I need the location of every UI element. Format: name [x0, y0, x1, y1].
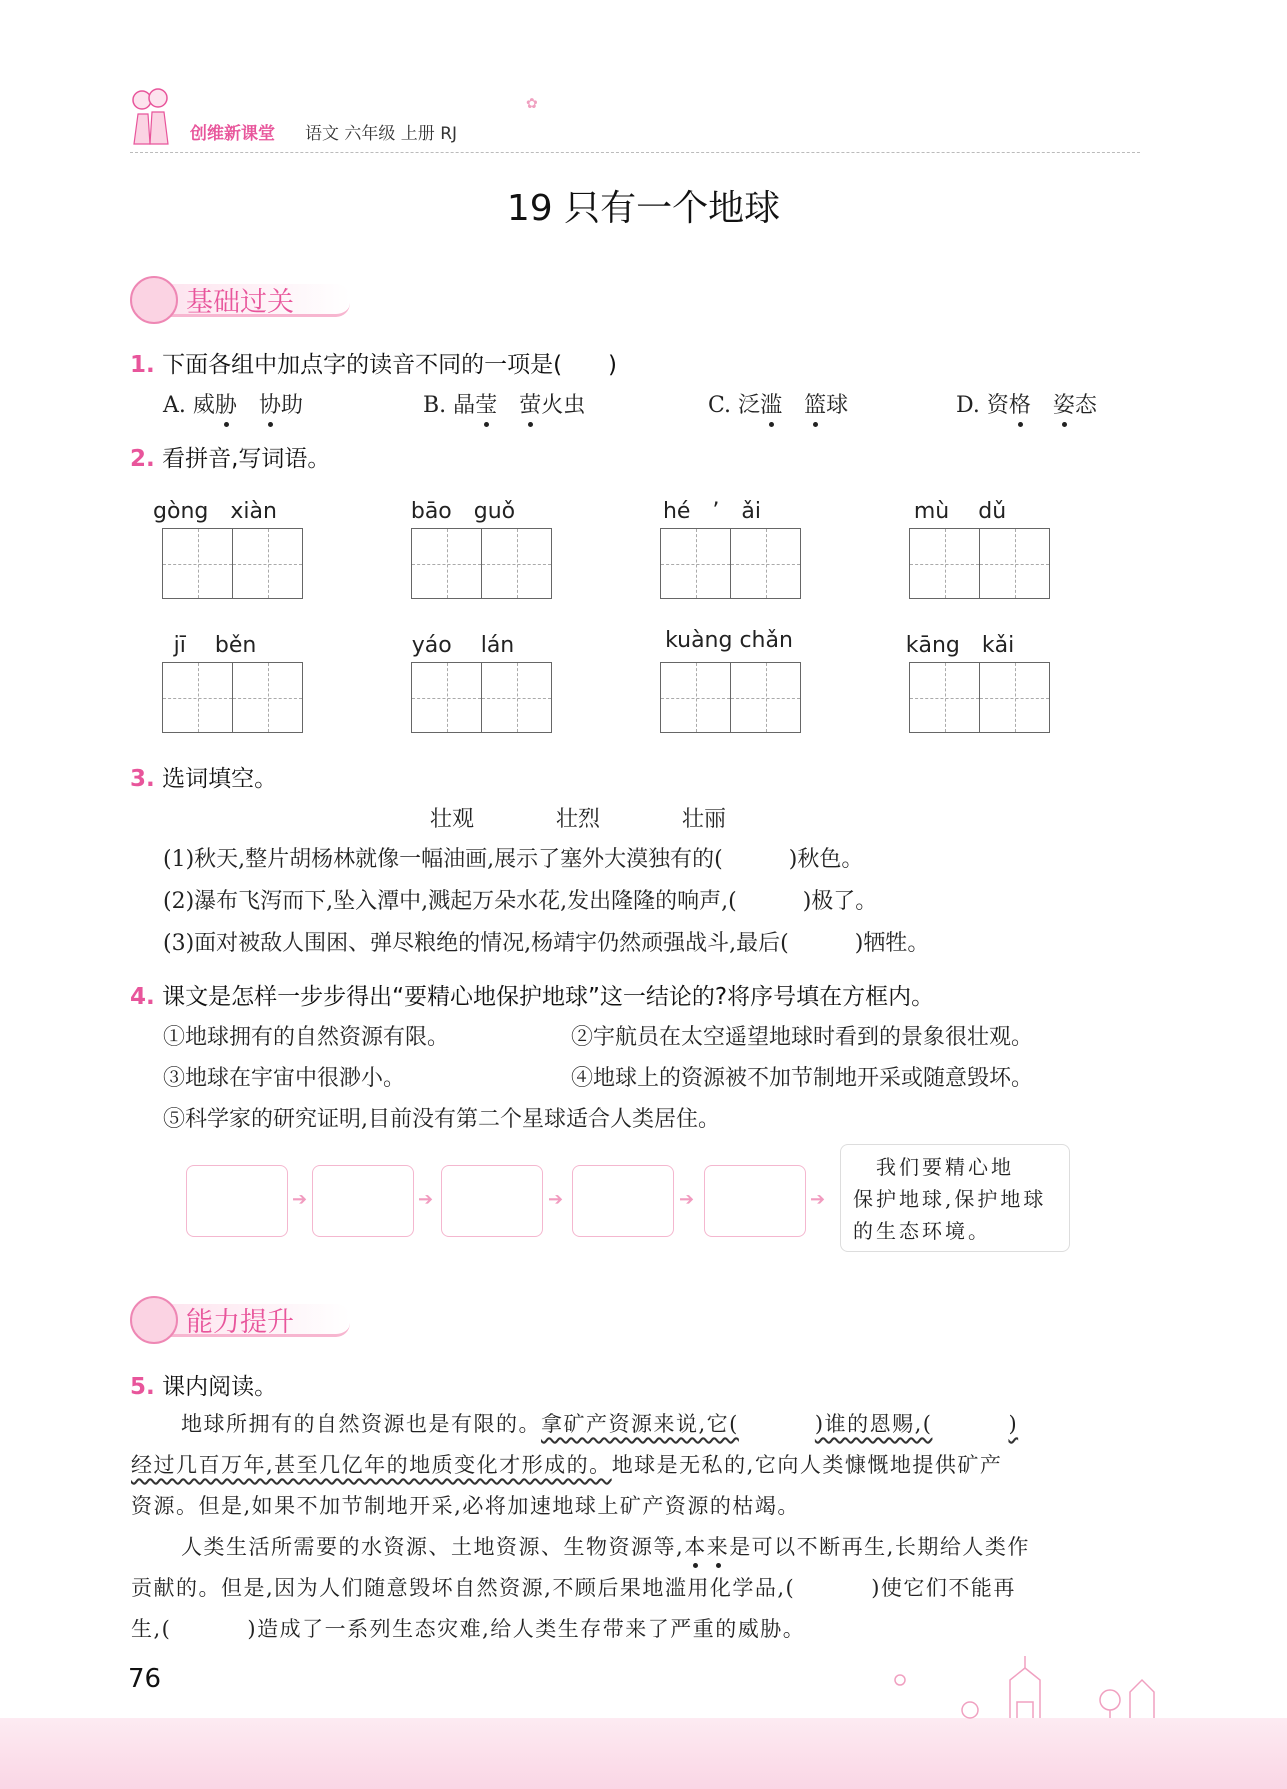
fill-sentence-2[interactable]: (2)瀑布飞泻而下,坠入潭中,溅起万朵水花,发出隆隆的响声,( )极了。 — [163, 889, 878, 914]
question-1 — [130, 346, 617, 379]
globe-icon — [130, 276, 178, 324]
conclusion-line: 我们要精心地 — [853, 1155, 1014, 1179]
passage-line: 地球所拥有的自然资源也是有限的。拿矿产资源来说,它( )谁的恩赐,( ) — [181, 1412, 1019, 1436]
arrow-right-icon: ➔ — [418, 1189, 434, 1210]
arrow-right-icon: ➔ — [679, 1189, 695, 1210]
writing-cell[interactable] — [233, 528, 303, 599]
writing-grid[interactable] — [660, 528, 802, 599]
section-banner-basic — [130, 274, 350, 322]
question-prompt: 课文是怎样一步步得出“要精心地保护地球”这一结论的?将序号填在方框内。 — [162, 984, 935, 1010]
writing-grid[interactable] — [162, 662, 304, 733]
writing-grid[interactable] — [909, 662, 1051, 733]
writing-cell[interactable] — [731, 662, 801, 733]
pinyin-label: kāng kǎi — [905, 633, 1015, 658]
conclusion-line: 的生态环境。 — [853, 1219, 991, 1243]
passage-line: 资源。但是,如果不加节制地开采,必将加速地球上矿产资源的枯竭。 — [131, 1494, 800, 1518]
subject-info: 语文 六年级 上册 RJ — [305, 124, 458, 144]
brand-name: 创维新课堂 — [190, 124, 275, 144]
word-choice: 壮烈 — [556, 807, 601, 832]
sequence-box-5[interactable] — [704, 1165, 806, 1237]
statement-5: ⑤科学家的研究证明,目前没有第二个星球适合人类居住。 — [163, 1107, 720, 1132]
word-choice: 壮丽 — [682, 807, 727, 832]
sparkle-icon: ✿ — [526, 96, 538, 112]
question-number: 2. — [130, 446, 155, 472]
writing-cell[interactable] — [660, 662, 731, 733]
arrow-right-icon: ➔ — [548, 1189, 564, 1210]
castle-doodle-icon — [880, 1650, 1170, 1720]
passage-line: 人类生活所需要的水资源、土地资源、生物资源等,本来是可以不断再生,长期给人类作 — [181, 1535, 1030, 1559]
writing-cell[interactable] — [482, 528, 552, 599]
question-4 — [130, 978, 934, 1011]
option-d[interactable]: D. 资格 姿态 — [956, 393, 1097, 418]
writing-grid[interactable] — [162, 528, 304, 599]
sequence-box-1[interactable] — [186, 1165, 288, 1237]
passage-line: 生,( )造成了一系列生态灾难,给人类生存带来了严重的威胁。 — [131, 1617, 806, 1641]
writing-cell[interactable] — [162, 662, 233, 733]
writing-grid[interactable] — [660, 662, 802, 733]
conclusion-line: 保护地球,保护地球 — [853, 1187, 1047, 1211]
option-c[interactable]: C. 泛滥 篮球 — [708, 393, 849, 418]
statement-4: ④地球上的资源被不加节制地开采或随意毁坏。 — [571, 1066, 1034, 1091]
writing-grid[interactable] — [411, 528, 553, 599]
writing-cell[interactable] — [660, 528, 731, 599]
question-3 — [130, 760, 277, 793]
writing-cell[interactable] — [909, 662, 980, 733]
lesson-title: 19 只有一个地球 — [506, 188, 781, 229]
question-number: 3. — [130, 766, 155, 792]
passage-line: 贡献的。但是,因为人们随意毁坏自然资源,不顾后果地滥用化学品,( )使它们不能再 — [131, 1576, 1016, 1600]
pinyin-label: gòng xiàn — [153, 499, 277, 524]
page-header — [130, 86, 1140, 156]
passage-line: 经过几百万年,甚至几亿年的地质变化才形成的。地球是无私的,它向人类慷慨地提供矿产 — [131, 1453, 1003, 1477]
statement-3: ③地球在宇宙中很渺小。 — [163, 1066, 406, 1091]
question-prompt: 课内阅读。 — [162, 1374, 278, 1400]
pinyin-label: yáo lán — [411, 633, 515, 658]
word-choice: 壮观 — [430, 807, 475, 832]
arrow-right-icon: ➔ — [292, 1189, 308, 1210]
sequence-box-4[interactable] — [572, 1165, 674, 1237]
question-number: 4. — [130, 984, 155, 1010]
writing-cell[interactable] — [909, 528, 980, 599]
question-5 — [130, 1368, 277, 1401]
writing-grid[interactable] — [909, 528, 1051, 599]
header-divider — [130, 152, 1140, 153]
writing-cell[interactable] — [162, 528, 233, 599]
pinyin-label: hé ’ ǎi — [662, 499, 762, 524]
sequence-box-2[interactable] — [312, 1165, 414, 1237]
writing-cell[interactable] — [411, 662, 482, 733]
question-2 — [130, 440, 330, 473]
pinyin-label: bāo guǒ — [410, 499, 516, 524]
option-a[interactable]: A. 威胁 协助 — [163, 393, 303, 418]
writing-cell[interactable] — [980, 528, 1050, 599]
fill-sentence-1[interactable]: (1)秋天,整片胡杨林就像一幅油画,展示了塞外大漠独有的( )秋色。 — [163, 847, 864, 872]
section-title: 能力提升 — [186, 1307, 294, 1338]
footer-band — [0, 1718, 1287, 1789]
question-prompt: 看拼音,写词语。 — [162, 446, 331, 472]
section-banner-ability — [130, 1294, 350, 1342]
writing-cell[interactable] — [731, 528, 801, 599]
option-b[interactable]: B. 晶莹 萤火虫 — [423, 393, 586, 418]
pinyin-label: mù dǔ — [913, 499, 1007, 524]
writing-cell[interactable] — [980, 662, 1050, 733]
question-prompt: 下面各组中加点字的读音不同的一项是( ) — [162, 352, 618, 378]
section-title: 基础过关 — [186, 287, 294, 318]
arrow-right-icon: ➔ — [810, 1189, 826, 1210]
reading-passage — [131, 1404, 1131, 1650]
writing-cell[interactable] — [233, 662, 303, 733]
cartoon-kids-icon — [130, 86, 170, 146]
earth-mascot-icon — [130, 1296, 178, 1344]
writing-cell[interactable] — [411, 528, 482, 599]
writing-grid[interactable] — [411, 662, 553, 733]
pinyin-label: jī běn — [173, 633, 257, 658]
fill-sentence-3[interactable]: (3)面对被敌人围困、弹尽粮绝的情况,杨靖宇仍然顽强战斗,最后( )牺牲。 — [163, 931, 930, 956]
question-prompt: 选词填空。 — [162, 766, 278, 792]
sequence-box-3[interactable] — [441, 1165, 543, 1237]
conclusion-box — [840, 1144, 1070, 1252]
statement-2: ②宇航员在太空遥望地球时看到的景象很壮观。 — [571, 1025, 1034, 1050]
question-number: 5. — [130, 1374, 155, 1400]
page-number: 76 — [128, 1664, 162, 1694]
pinyin-label: kuàng chǎn — [665, 628, 793, 653]
statement-1: ①地球拥有的自然资源有限。 — [163, 1025, 450, 1050]
writing-cell[interactable] — [482, 662, 552, 733]
question-number: 1. — [130, 352, 155, 378]
